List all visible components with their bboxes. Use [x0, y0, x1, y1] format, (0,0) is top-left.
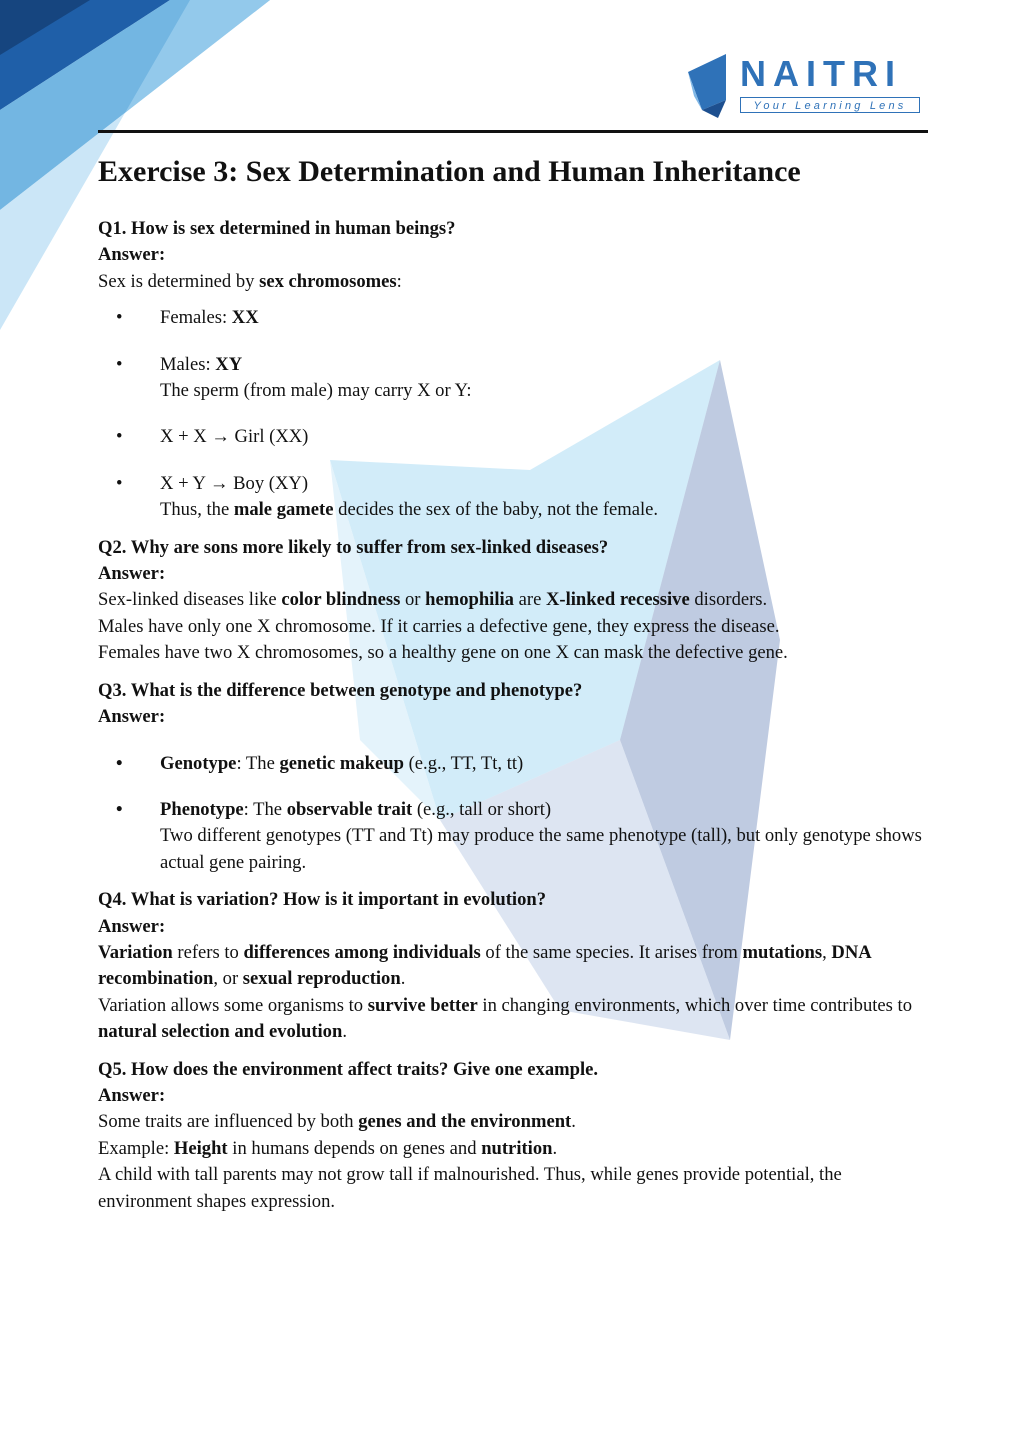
- answer-1-intro: Sex is determined by sex chromosomes:: [98, 270, 402, 292]
- question-4: Q4. What is variation? How is it important in evolution?: [98, 889, 547, 911]
- list-item: • Females: XX: [116, 307, 259, 329]
- answer-label-3: Answer:: [98, 706, 166, 728]
- answer-2-line-1: Sex-linked diseases like color blindness or hemophilia are X-linked recessive disorders.: [98, 589, 768, 611]
- answer-4-para-2: Variation allows some organisms to survive better in changing environments, which over time contributes to natural selection and evolution.: [98, 994, 913, 1043]
- answer-2-line-2: Males have only one X chromosome. If it carries a defective gene, they express the disease.: [98, 615, 780, 637]
- answer-label-5: Answer:: [98, 1084, 166, 1106]
- question-section-1: [98, 216, 928, 524]
- question-1: Q1. How is sex determined in human beings?: [98, 218, 456, 239]
- list-item: • Males: XY The sperm (from male) may carry X or Y:: [116, 353, 472, 402]
- answer-5-line-3: A child with tall parents may not grow tall if malnourished. Thus, while genes provide potential, the environment shapes expression.: [98, 1164, 842, 1212]
- main-content: [98, 150, 928, 1226]
- question-section-4: [98, 887, 928, 1045]
- header-rule: [98, 130, 928, 133]
- answer-1-list: [98, 305, 928, 523]
- question-section-5: [98, 1057, 928, 1215]
- brand-tagline: Your Learning Lens: [740, 97, 920, 113]
- answer-4-para-1: Variation refers to differences among individuals of the same species. It arises from mutations, DNA recombination, or sexual reproduction.: [98, 941, 871, 990]
- question-section-2: [98, 535, 928, 667]
- list-item: • X + Y → Boy (XY) Thus, the male gamete decides the sex of the baby, not the female.: [116, 472, 659, 521]
- answer-label-2: Answer:: [98, 563, 166, 585]
- list-item: • Genotype: The genetic makeup (e.g., TT, Tt, tt): [116, 752, 524, 774]
- answer-5-line-2: Example: Height in humans depends on genes and nutrition.: [98, 1137, 558, 1159]
- list-item: • Phenotype: The observable trait (e.g., tall or short) Two different genotypes (TT and Tt) may produce the same phenotype (tall), but only genotype shows actual gene pairing.: [116, 798, 922, 873]
- page-title: Exercise 3: Sex Determination and Human Inheritance: [98, 155, 801, 188]
- question-2: Q2. Why are sons more likely to suffer from sex-linked diseases?: [98, 536, 609, 558]
- answer-label-1: Answer:: [98, 244, 166, 266]
- question-3: Q3. What is the difference between genotype and phenotype?: [98, 679, 583, 701]
- list-item: • X + X → Girl (XX): [116, 426, 309, 448]
- answer-5-line-1: Some traits are influenced by both genes and the environment.: [98, 1111, 576, 1133]
- question-section-3: [98, 678, 928, 876]
- answer-3-list: [98, 751, 928, 877]
- brand-name: NAITRI: [740, 53, 902, 94]
- question-5: Q5. How does the environment affect traits? Give one example.: [98, 1058, 599, 1080]
- answer-2-line-3: Females have two X chromosomes, so a healthy gene on one X can mask the defective gene.: [98, 642, 788, 664]
- answer-label-4: Answer:: [98, 915, 166, 937]
